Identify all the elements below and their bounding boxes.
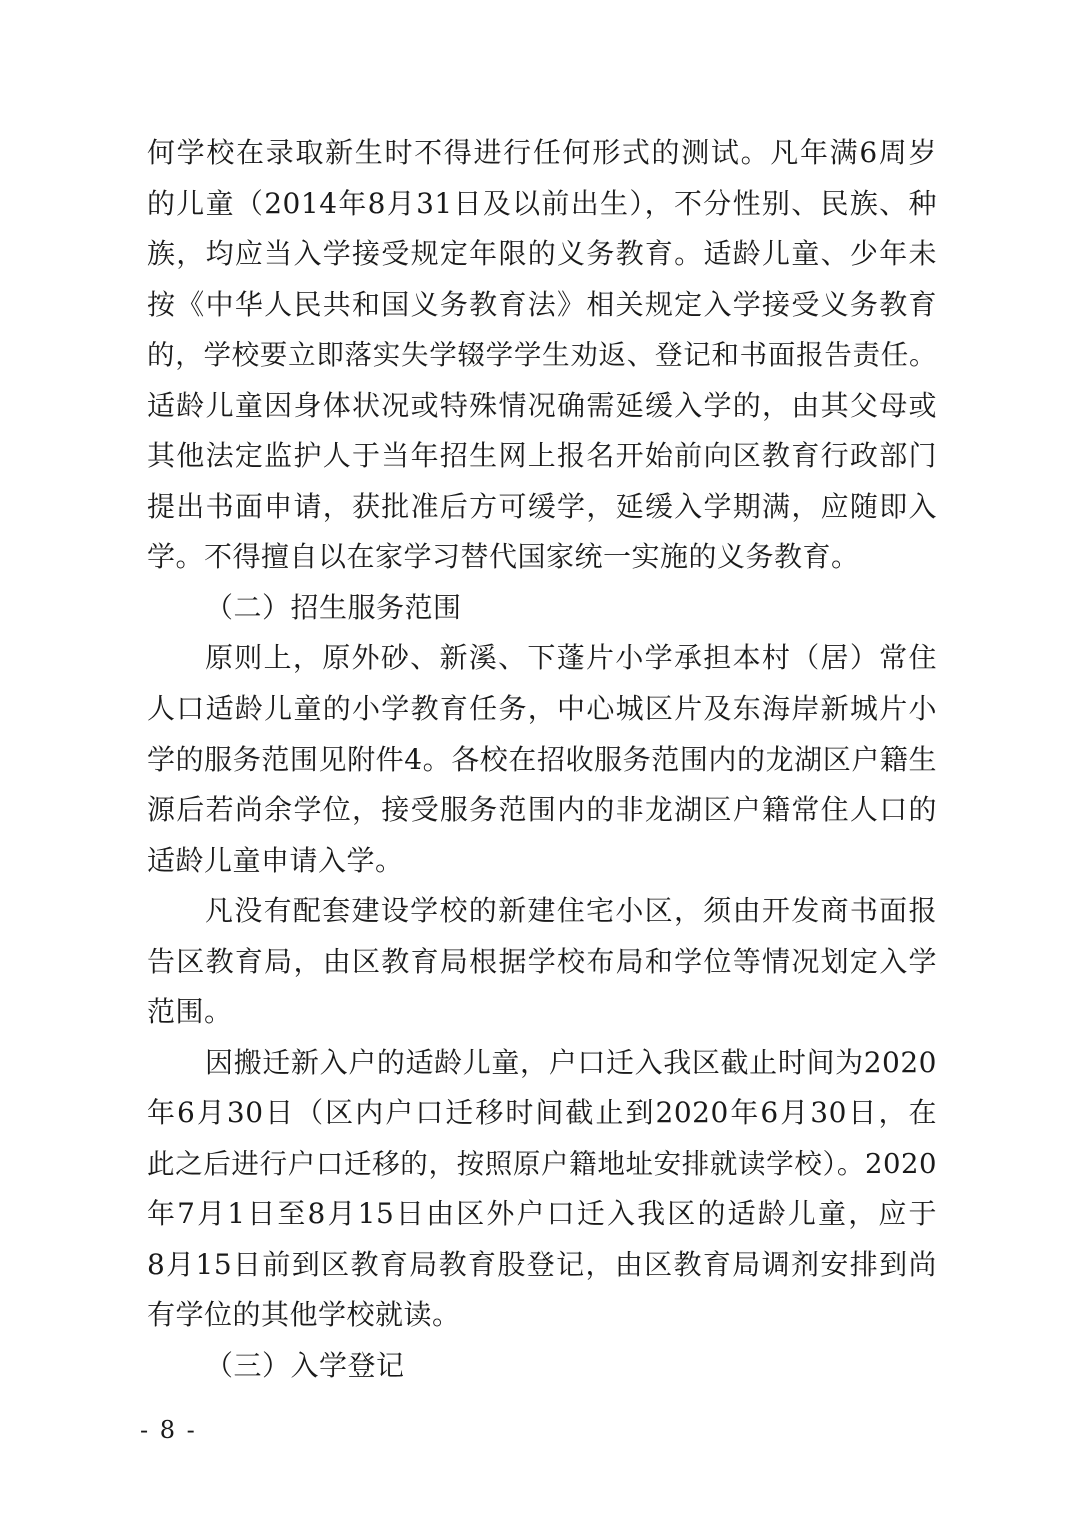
paragraph-line: 按《中华人民共和国义务教育法》相关规定入学接受义务教育	[147, 288, 937, 321]
paragraph-line: 其他法定监护人于当年招生网上报名开始前向区教育行政部门	[147, 439, 937, 472]
paragraph-line: 年6月30日（区内户口迁移时间截止到2020年6月30日，在	[147, 1096, 937, 1129]
paragraph-line: 学的服务范围见附件4。各校在招收服务范围内的龙湖区户籍生	[147, 743, 937, 776]
paragraph-line: 告区教育局，由区教育局根据学校布局和学位等情况划定入学	[147, 945, 937, 978]
paragraph-line: 8月15日前到区教育局教育股登记，由区教育局调剂安排到尚	[147, 1248, 937, 1281]
paragraph-line: 范围。	[147, 995, 233, 1028]
section-heading: （二）招生服务范围	[205, 591, 462, 624]
paragraph-line: 适龄儿童因身体状况或特殊情况确需延缓入学的，由其父母或	[147, 389, 937, 422]
paragraph-line: 人口适龄儿童的小学教育任务，中心城区片及东海岸新城片小	[147, 692, 937, 725]
paragraph-line: 有学位的其他学校就读。	[147, 1298, 461, 1331]
paragraph-line: 因搬迁新入户的适龄儿童，户口迁入我区截止时间为2020	[205, 1046, 937, 1079]
paragraph-line: 此之后进行户口迁移的，按照原户籍地址安排就读学校）。2020	[147, 1148, 937, 1180]
paragraph-line: 源后若尚余学位，接受服务范围内的非龙湖区户籍常住人口的	[147, 793, 937, 826]
page-number: - 8 -	[140, 1416, 197, 1444]
paragraph-line: 凡没有配套建设学校的新建住宅小区，须由开发商书面报	[205, 894, 937, 927]
section-heading: （三）入学登记	[205, 1349, 405, 1382]
paragraph-line: 提出书面申请，获批准后方可缓学，延缓入学期满，应随即入	[147, 490, 937, 523]
paragraph-line: 族，均应当入学接受规定年限的义务教育。适龄儿童、少年未	[147, 237, 937, 270]
paragraph-line: 年7月1日至8月15日由区外户口迁入我区的适龄儿童，应于	[147, 1197, 937, 1230]
paragraph-line: 何学校在录取新生时不得进行任何形式的测试。凡年满6周岁	[147, 136, 937, 169]
paragraph-line: 的儿童（2014年8月31日及以前出生），不分性别、民族、种	[147, 187, 937, 220]
paragraph-line: 适龄儿童申请入学。	[147, 844, 404, 877]
paragraph-line: 原则上，原外砂、新溪、下蓬片小学承担本村（居）常住	[205, 641, 937, 674]
paragraph-line: 学。不得擅自以在家学习替代国家统一实施的义务教育。	[147, 540, 860, 573]
paragraph-line: 的，学校要立即落实失学辍学学生劝返、登记和书面报告责任。	[147, 339, 937, 371]
